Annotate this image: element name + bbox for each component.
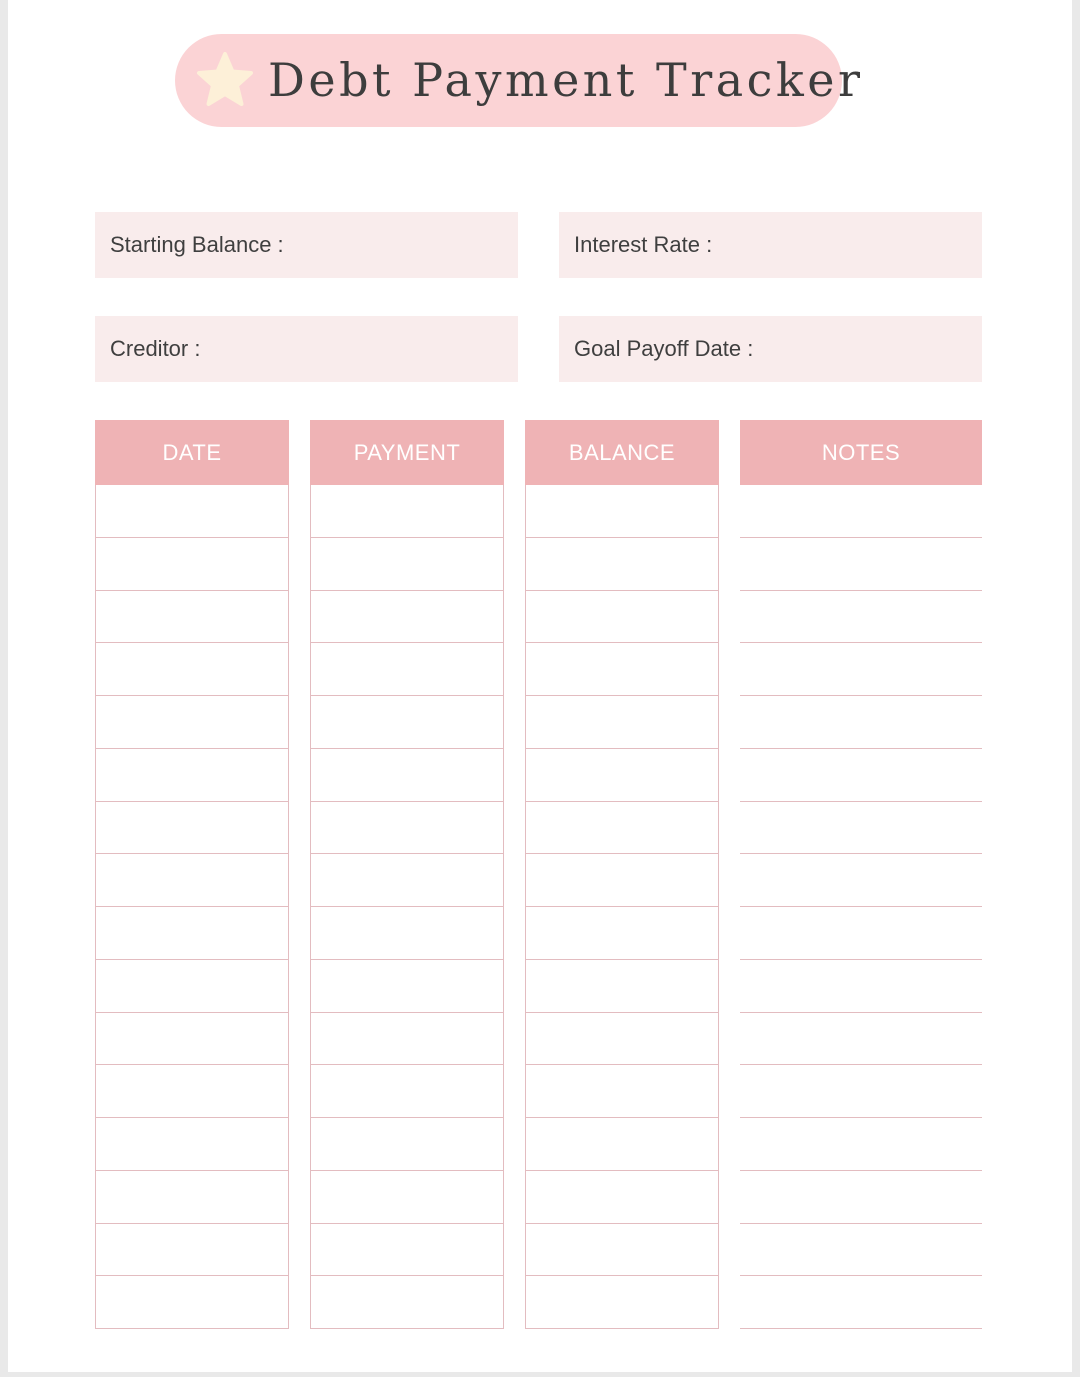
- table-row[interactable]: [311, 485, 503, 538]
- table-row[interactable]: [96, 591, 288, 644]
- table-row[interactable]: [740, 749, 982, 802]
- table-row[interactable]: [526, 696, 718, 749]
- table-row[interactable]: [740, 1171, 982, 1224]
- table-row[interactable]: [96, 1013, 288, 1066]
- balance-column-header: BALANCE: [525, 420, 719, 485]
- table-row[interactable]: [96, 854, 288, 907]
- table-row[interactable]: [96, 1171, 288, 1224]
- table-row[interactable]: [311, 643, 503, 696]
- table-row[interactable]: [526, 960, 718, 1013]
- interest-rate-field[interactable]: Interest Rate :: [559, 212, 982, 278]
- date-column-body: [95, 485, 289, 1329]
- table-row[interactable]: [96, 538, 288, 591]
- table-row[interactable]: [740, 802, 982, 855]
- title-banner: [175, 34, 864, 127]
- table-row[interactable]: [311, 749, 503, 802]
- table-row[interactable]: [96, 485, 288, 538]
- payment-column-body: [310, 485, 504, 1329]
- table-row[interactable]: [311, 1013, 503, 1066]
- table-row[interactable]: [96, 802, 288, 855]
- table-row[interactable]: [526, 643, 718, 696]
- table-row[interactable]: [311, 696, 503, 749]
- table-row[interactable]: [311, 1065, 503, 1118]
- notes-column-header: NOTES: [740, 420, 982, 485]
- table-row[interactable]: [311, 960, 503, 1013]
- table-row[interactable]: [311, 538, 503, 591]
- table-row[interactable]: [526, 854, 718, 907]
- table-row[interactable]: [311, 1118, 503, 1171]
- table-row[interactable]: [526, 1276, 718, 1329]
- table-row[interactable]: [526, 1013, 718, 1066]
- table-row[interactable]: [526, 907, 718, 960]
- balance-column-body: [525, 485, 719, 1329]
- table-row[interactable]: [526, 1171, 718, 1224]
- creditor-field[interactable]: Creditor :: [95, 316, 518, 382]
- table-row[interactable]: [740, 591, 982, 644]
- table-row[interactable]: [311, 1276, 503, 1329]
- table-row[interactable]: [740, 643, 982, 696]
- table-row[interactable]: [740, 538, 982, 591]
- table-row[interactable]: [526, 749, 718, 802]
- goal-payoff-date-field[interactable]: Goal Payoff Date :: [559, 316, 982, 382]
- notes-column-body: [740, 485, 982, 1329]
- date-column-header: DATE: [95, 420, 289, 485]
- table-row[interactable]: [740, 1013, 982, 1066]
- table-row[interactable]: [740, 696, 982, 749]
- table-row[interactable]: [96, 907, 288, 960]
- table-row[interactable]: [96, 1276, 288, 1329]
- table-row[interactable]: [96, 696, 288, 749]
- table-row[interactable]: [526, 1224, 718, 1277]
- table-row[interactable]: [526, 1065, 718, 1118]
- table-row[interactable]: [526, 802, 718, 855]
- star-icon: [195, 50, 255, 110]
- tracker-page: [8, 0, 1072, 1372]
- table-row[interactable]: [311, 1224, 503, 1277]
- table-row[interactable]: [96, 1065, 288, 1118]
- balance-column: [525, 420, 719, 1329]
- table-row[interactable]: [311, 1171, 503, 1224]
- table-row[interactable]: [740, 960, 982, 1013]
- table-row[interactable]: [526, 485, 718, 538]
- notes-column: [740, 420, 982, 1329]
- table-row[interactable]: [311, 854, 503, 907]
- table-row[interactable]: [740, 854, 982, 907]
- table-row[interactable]: [526, 538, 718, 591]
- payment-column-header: PAYMENT: [310, 420, 504, 485]
- table-row[interactable]: [740, 907, 982, 960]
- table-row[interactable]: [96, 749, 288, 802]
- table-row[interactable]: [740, 1276, 982, 1329]
- starting-balance-field[interactable]: Starting Balance :: [95, 212, 518, 278]
- table-row[interactable]: [740, 1224, 982, 1277]
- table-row[interactable]: [526, 1118, 718, 1171]
- table-row[interactable]: [96, 960, 288, 1013]
- table-row[interactable]: [96, 1224, 288, 1277]
- date-column: [95, 420, 289, 1329]
- table-row[interactable]: [96, 1118, 288, 1171]
- table-row[interactable]: [311, 907, 503, 960]
- table-row[interactable]: [96, 643, 288, 696]
- page-title: Debt Payment Tracker: [268, 53, 864, 107]
- table-row[interactable]: [311, 591, 503, 644]
- payment-column: [310, 420, 504, 1329]
- table-row[interactable]: [526, 591, 718, 644]
- table-row[interactable]: [740, 485, 982, 538]
- table-row[interactable]: [311, 802, 503, 855]
- table-row[interactable]: [740, 1118, 982, 1171]
- table-row[interactable]: [740, 1065, 982, 1118]
